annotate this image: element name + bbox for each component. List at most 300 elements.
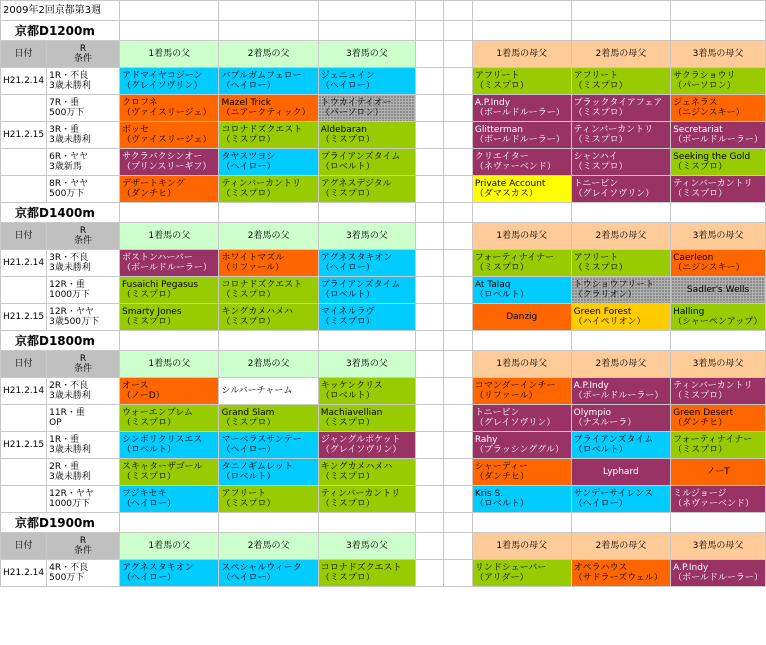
dam-sire-cell[interactable] [671,149,766,176]
dam-sire-header[interactable]: 3着馬の母父 [671,41,766,68]
empty-cell[interactable] [318,203,415,223]
horse-name: ティンバーカントリ [673,179,753,189]
horse-name: Kris S. [474,489,504,499]
spacer-cell[interactable] [416,223,444,250]
dam-sire-cell[interactable] [571,378,670,405]
sire-cell[interactable] [219,486,318,513]
empty-cell[interactable] [219,21,318,41]
dam-sire-cell[interactable] [472,277,571,304]
dam-sire-cell[interactable] [571,432,670,459]
sire-cell[interactable] [219,405,318,432]
sire-cell[interactable] [120,149,219,176]
horse-name: Aldebaran [320,125,367,135]
dam-sire-cell[interactable] [472,250,571,277]
spacer-cell[interactable] [444,304,472,331]
sire-header[interactable]: 1着馬の父 [120,533,219,560]
sire-cell[interactable] [219,95,318,122]
dam-sire-cell[interactable] [671,378,766,405]
spacer-cell[interactable] [416,304,444,331]
sire-cell[interactable] [120,277,219,304]
dam-sire-cell[interactable] [671,560,766,587]
empty-cell[interactable] [444,513,472,533]
race-date[interactable] [1,405,47,432]
horse-name: ティンバーカントリ [221,179,301,189]
race-condition-line: 3R・不良 [49,253,89,263]
date-header[interactable]: 日付 [1,533,47,560]
dam-sire-cell[interactable] [472,486,571,513]
race-condition-line: 11R・重 [49,408,85,418]
empty-cell[interactable] [219,513,318,533]
sire-cell[interactable] [219,432,318,459]
dam-sire-header[interactable]: 2着馬の母父 [571,41,670,68]
race-date[interactable] [1,459,47,486]
sire-cell[interactable] [318,250,415,277]
spacer-cell[interactable] [416,533,444,560]
horse-name: （ミスプロ） [320,472,375,482]
race-condition-line: 6R・ヤヤ [49,152,89,162]
race-condition[interactable] [47,277,120,304]
race-condition[interactable] [47,304,120,331]
spacer-cell[interactable] [416,459,444,486]
dam-sire-cell[interactable] [472,95,571,122]
horse-name: クリエイター [474,152,529,162]
horse-name: （クラリオン） [573,290,637,300]
sire-cell[interactable] [318,176,415,203]
horse-name: （ダンチヒ） [474,472,529,482]
sire-cell[interactable] [318,95,415,122]
spacer-cell[interactable] [416,176,444,203]
empty-cell[interactable] [472,21,571,41]
sire-header[interactable]: 3着馬の父 [318,351,415,378]
spacer-cell[interactable] [416,68,444,95]
sire-cell[interactable] [219,304,318,331]
horse-name: シャーディー [474,462,528,472]
dam-sire-cell[interactable] [671,95,766,122]
sire-cell[interactable] [318,149,415,176]
dam-sire-cell[interactable] [472,560,571,587]
empty-cell[interactable] [120,203,219,223]
dam-sire-header[interactable]: 1着馬の母父 [472,223,571,250]
spacer-cell[interactable] [416,351,444,378]
spacer-cell[interactable] [416,122,444,149]
spacer-cell[interactable] [444,459,472,486]
horse-name: （ヘイロー） [221,573,276,583]
empty-cell[interactable] [416,513,444,533]
horse-name: フォーティナイナー [673,435,753,445]
sire-cell[interactable] [120,405,219,432]
sire-cell[interactable] [318,432,415,459]
dam-sire-cell[interactable] [671,250,766,277]
section-title-row [1,331,766,351]
sire-cell[interactable] [219,459,318,486]
horse-name: Fusaichi Pegasus [122,280,199,290]
sire-cell[interactable] [219,277,318,304]
spacer-cell[interactable] [416,486,444,513]
dam-sire-cell[interactable] [671,486,766,513]
horse-name: クロフネ [122,98,158,108]
empty-cell[interactable] [219,203,318,223]
horse-name: （ミスプロ） [320,189,375,199]
sire-header[interactable]: 3着馬の父 [318,223,415,250]
sheet-title: 2009年2回京都第3週 [1,1,120,21]
spacer-cell[interactable] [416,41,444,68]
spacer-cell[interactable] [416,250,444,277]
horse-name: Green Desert [673,408,734,418]
sire-cell[interactable] [318,560,415,587]
dam-sire-header[interactable]: 1着馬の母父 [472,41,571,68]
horse-name: （ミスプロ） [320,135,375,145]
dam-sire-cell[interactable] [571,250,670,277]
dam-sire-cell[interactable] [571,176,670,203]
sire-cell[interactable] [318,486,415,513]
dam-sire-cell[interactable] [472,432,571,459]
sire-cell[interactable] [120,378,219,405]
horse-name: シルバーチャーム [221,386,293,396]
horse-name: Danzig [506,312,538,322]
spacer-cell[interactable] [444,432,472,459]
spacer-cell[interactable] [444,250,472,277]
horse-name: （ノーD） [122,391,165,401]
empty-cell[interactable] [444,203,472,223]
sire-header[interactable]: 1着馬の父 [120,351,219,378]
horse-name: ティンバーカントリ [673,381,753,391]
dam-sire-cell[interactable] [571,304,670,331]
spacer-cell[interactable] [444,277,472,304]
empty-cell[interactable] [671,1,766,21]
spacer-cell[interactable] [444,68,472,95]
dam-sire-cell[interactable] [671,122,766,149]
horse-name: （ロベルト） [122,445,177,455]
date-header[interactable]: 日付 [1,351,47,378]
horse-name: スキャターザゴール [122,462,203,472]
dam-sire-cell[interactable] [472,459,571,486]
horse-name: Olympio [573,408,612,418]
dam-sire-cell[interactable] [571,560,670,587]
race-condition[interactable] [47,68,120,95]
dam-sire-cell[interactable] [472,122,571,149]
race-condition-line: 500万下 [49,573,85,583]
race-condition[interactable] [47,560,120,587]
sire-cell[interactable] [120,432,219,459]
dam-sire-cell[interactable] [671,432,766,459]
horse-name: （ダマスカス） [474,189,538,199]
empty-cell[interactable] [671,513,766,533]
horse-name: At Talaq [474,280,511,290]
horse-name: Mazel Trick [221,98,271,108]
empty-cell[interactable] [472,331,571,351]
horse-name: （ブラッシンググル） [474,445,565,455]
horse-name: （ヘイロー） [320,81,375,91]
sire-cell[interactable] [318,277,415,304]
dam-sire-cell[interactable] [571,459,670,486]
race-date[interactable]: H21.2.14 [1,250,47,277]
dam-sire-header[interactable]: 1着馬の母父 [472,533,571,560]
spacer-cell[interactable] [444,351,472,378]
race-row [1,122,766,149]
empty-cell[interactable] [318,21,415,41]
empty-cell[interactable] [571,1,670,21]
horse-name: キングカメハメハ [320,462,393,472]
sire-header[interactable]: 3着馬の父 [318,41,415,68]
horse-name: （ヘイロー） [573,499,628,509]
race-condition[interactable] [47,486,120,513]
dam-sire-header[interactable]: 2着馬の母父 [571,533,670,560]
spacer-cell[interactable] [416,432,444,459]
race-condition[interactable] [47,95,120,122]
horse-name: サクラショウリ [673,71,736,81]
spacer-cell[interactable] [444,405,472,432]
horse-name: ジャングルポケット [320,435,401,445]
sire-header[interactable]: 2着馬の父 [219,223,318,250]
spacer-cell[interactable] [416,95,444,122]
empty-cell[interactable] [416,21,444,41]
sire-cell[interactable] [219,122,318,149]
horse-name: （ボールドルーラー） [474,135,565,145]
spacer-cell[interactable] [444,486,472,513]
date-header[interactable]: 日付 [1,41,47,68]
race-date[interactable]: H21.2.14 [1,378,47,405]
race-condition-line: 4R・不良 [49,563,89,573]
empty-cell[interactable] [571,331,670,351]
empty-cell[interactable] [120,21,219,41]
spacer-cell[interactable] [444,176,472,203]
horse-name: （ミスプロ） [474,81,529,91]
race-condition-line: 3歳未勝利 [49,472,91,482]
race-date[interactable] [1,176,47,203]
sire-cell[interactable] [120,122,219,149]
race-condition[interactable] [47,149,120,176]
section-title: 京都D1900m [1,513,120,533]
horse-name: （ヘイロー） [320,263,375,273]
race-header[interactable] [47,351,120,378]
dam-sire-cell[interactable] [472,304,571,331]
race-date[interactable] [1,277,47,304]
empty-cell[interactable] [472,1,571,21]
date-header[interactable]: 日付 [1,223,47,250]
empty-cell[interactable] [671,21,766,41]
spacer-cell[interactable] [416,149,444,176]
race-header-line: R [79,536,87,546]
sire-header[interactable]: 2着馬の父 [219,41,318,68]
empty-cell[interactable] [219,1,318,21]
sire-header[interactable]: 1着馬の父 [120,41,219,68]
dam-sire-cell[interactable] [472,176,571,203]
race-condition[interactable] [47,432,120,459]
race-date[interactable]: H21.2.14 [1,560,47,587]
horse-name: （ミスプロ） [320,573,375,583]
empty-cell[interactable] [671,203,766,223]
spacer-cell[interactable] [444,122,472,149]
dam-sire-header[interactable]: 2着馬の母父 [571,223,670,250]
spacer-cell[interactable] [444,95,472,122]
horse-name: ボッセ [122,125,150,135]
sire-cell[interactable] [219,250,318,277]
dam-sire-header[interactable]: 2着馬の母父 [571,351,670,378]
dam-sire-cell[interactable] [472,149,571,176]
dam-sire-cell[interactable] [671,68,766,95]
sire-header[interactable]: 2着馬の父 [219,351,318,378]
dam-sire-cell[interactable] [571,405,670,432]
dam-sire-cell[interactable] [671,176,766,203]
spacer-cell[interactable] [444,378,472,405]
spacer-cell[interactable] [444,149,472,176]
horse-name: デザートキング [122,179,185,189]
dam-sire-cell[interactable] [571,277,670,304]
dam-sire-cell[interactable] [472,378,571,405]
empty-cell[interactable] [318,331,415,351]
sire-cell[interactable] [318,122,415,149]
empty-cell[interactable] [472,513,571,533]
sire-header[interactable]: 2着馬の父 [219,533,318,560]
horse-name: （ニジンスキー） [673,108,745,118]
race-date[interactable] [1,486,47,513]
race-condition-line: 1R・重 [49,435,80,445]
empty-cell[interactable] [120,331,219,351]
sire-cell[interactable] [120,95,219,122]
dam-sire-cell[interactable] [571,95,670,122]
horse-name: ボストンハーバー [122,253,193,263]
spacer-cell[interactable] [444,533,472,560]
horse-name: （ロベルト） [573,445,628,455]
spacer-cell[interactable] [444,41,472,68]
dam-sire-cell[interactable] [472,405,571,432]
horse-name: A.P.Indy [673,563,709,573]
sire-cell[interactable] [120,459,219,486]
race-header[interactable] [47,223,120,250]
sire-cell[interactable] [120,176,219,203]
dam-sire-header[interactable]: 3着馬の母父 [671,223,766,250]
horse-name: トウカイテイオー [320,98,392,108]
sire-cell[interactable] [120,486,219,513]
dam-sire-cell[interactable] [671,405,766,432]
empty-cell[interactable] [219,331,318,351]
dam-sire-cell[interactable] [671,277,766,304]
horse-name: バブルガムフェロー [221,71,302,81]
horse-name: （ヘイロー） [221,445,276,455]
sire-header[interactable]: 1着馬の父 [120,223,219,250]
empty-cell[interactable] [571,21,670,41]
dam-sire-cell[interactable] [671,304,766,331]
empty-cell[interactable] [416,203,444,223]
horse-name: （ヘイロー） [122,573,177,583]
sire-cell[interactable] [219,378,318,405]
empty-cell[interactable] [472,203,571,223]
horse-name: ジェニュイン [320,71,375,81]
empty-cell[interactable] [444,21,472,41]
spacer-cell[interactable] [416,378,444,405]
sire-cell[interactable] [219,176,318,203]
horse-name: （ヴァイスリージェ） [122,135,212,145]
sire-cell[interactable] [120,250,219,277]
spacer-cell[interactable] [416,405,444,432]
race-condition[interactable] [47,122,120,149]
spacer-cell[interactable] [444,223,472,250]
empty-cell[interactable] [318,513,415,533]
horse-name: Grand Slam [221,408,275,418]
sire-cell[interactable] [318,378,415,405]
horse-name: （ミスプロ） [221,290,276,300]
sire-cell[interactable] [120,560,219,587]
sire-cell[interactable] [219,68,318,95]
empty-cell[interactable] [571,513,670,533]
horse-name: アグネスタキオン [122,563,194,573]
sire-cell[interactable] [120,68,219,95]
horse-name: （ヴァイスリージェ） [122,108,212,118]
sire-cell[interactable] [120,304,219,331]
empty-cell[interactable] [318,1,415,21]
dam-sire-cell[interactable] [571,149,670,176]
sire-cell[interactable] [318,68,415,95]
dam-sire-header[interactable]: 1着馬の母父 [472,351,571,378]
empty-cell[interactable] [671,331,766,351]
dam-sire-cell[interactable] [671,459,766,486]
sire-cell[interactable] [318,304,415,331]
race-header[interactable] [47,533,120,560]
horse-name: A.P.Indy [474,98,511,108]
header-row [1,533,766,560]
sire-cell[interactable] [318,459,415,486]
race-condition[interactable] [47,176,120,203]
empty-cell[interactable] [120,1,219,21]
title-row [1,1,766,21]
sire-cell[interactable] [219,149,318,176]
dam-sire-header[interactable]: 3着馬の母父 [671,351,766,378]
spacer-cell[interactable] [444,560,472,587]
race-condition-line: 3歳500万下 [49,317,100,327]
spacer-cell[interactable] [416,277,444,304]
race-header[interactable] [47,41,120,68]
race-condition[interactable] [47,405,120,432]
spacer-cell[interactable] [416,560,444,587]
horse-name: （ミスプロ） [320,317,375,327]
horse-name: （リファール） [474,391,538,401]
horse-name: （ロベルト） [474,290,529,300]
race-header-line: R [79,44,87,54]
empty-cell[interactable] [571,203,670,223]
race-date[interactable] [1,95,47,122]
race-condition-line: 1R・不良 [49,71,89,81]
race-date[interactable] [1,149,47,176]
dam-sire-header[interactable]: 3着馬の母父 [671,533,766,560]
empty-cell[interactable] [416,331,444,351]
race-condition[interactable] [47,250,120,277]
empty-cell[interactable] [444,1,472,21]
race-date[interactable]: H21.2.15 [1,122,47,149]
horse-name: Glitterman [474,125,523,135]
race-condition[interactable] [47,459,120,486]
race-date[interactable]: H21.2.15 [1,304,47,331]
sire-header[interactable]: 3着馬の父 [318,533,415,560]
dam-sire-cell[interactable] [571,68,670,95]
empty-cell[interactable] [120,513,219,533]
race-condition[interactable] [47,378,120,405]
horse-name: アグネスデジタル [320,179,392,189]
race-row [1,432,766,459]
race-condition-line: 8R・ヤヤ [49,179,89,189]
empty-cell[interactable] [444,331,472,351]
dam-sire-cell[interactable] [571,486,670,513]
empty-cell[interactable] [416,1,444,21]
dam-sire-cell[interactable] [571,122,670,149]
horse-name: （ミスプロ） [673,445,728,455]
sire-cell[interactable] [318,405,415,432]
race-date[interactable]: H21.2.15 [1,432,47,459]
sire-cell[interactable] [219,560,318,587]
race-row [1,176,766,203]
dam-sire-cell[interactable] [472,68,571,95]
race-date[interactable]: H21.2.14 [1,68,47,95]
horse-name: オース [122,381,149,391]
